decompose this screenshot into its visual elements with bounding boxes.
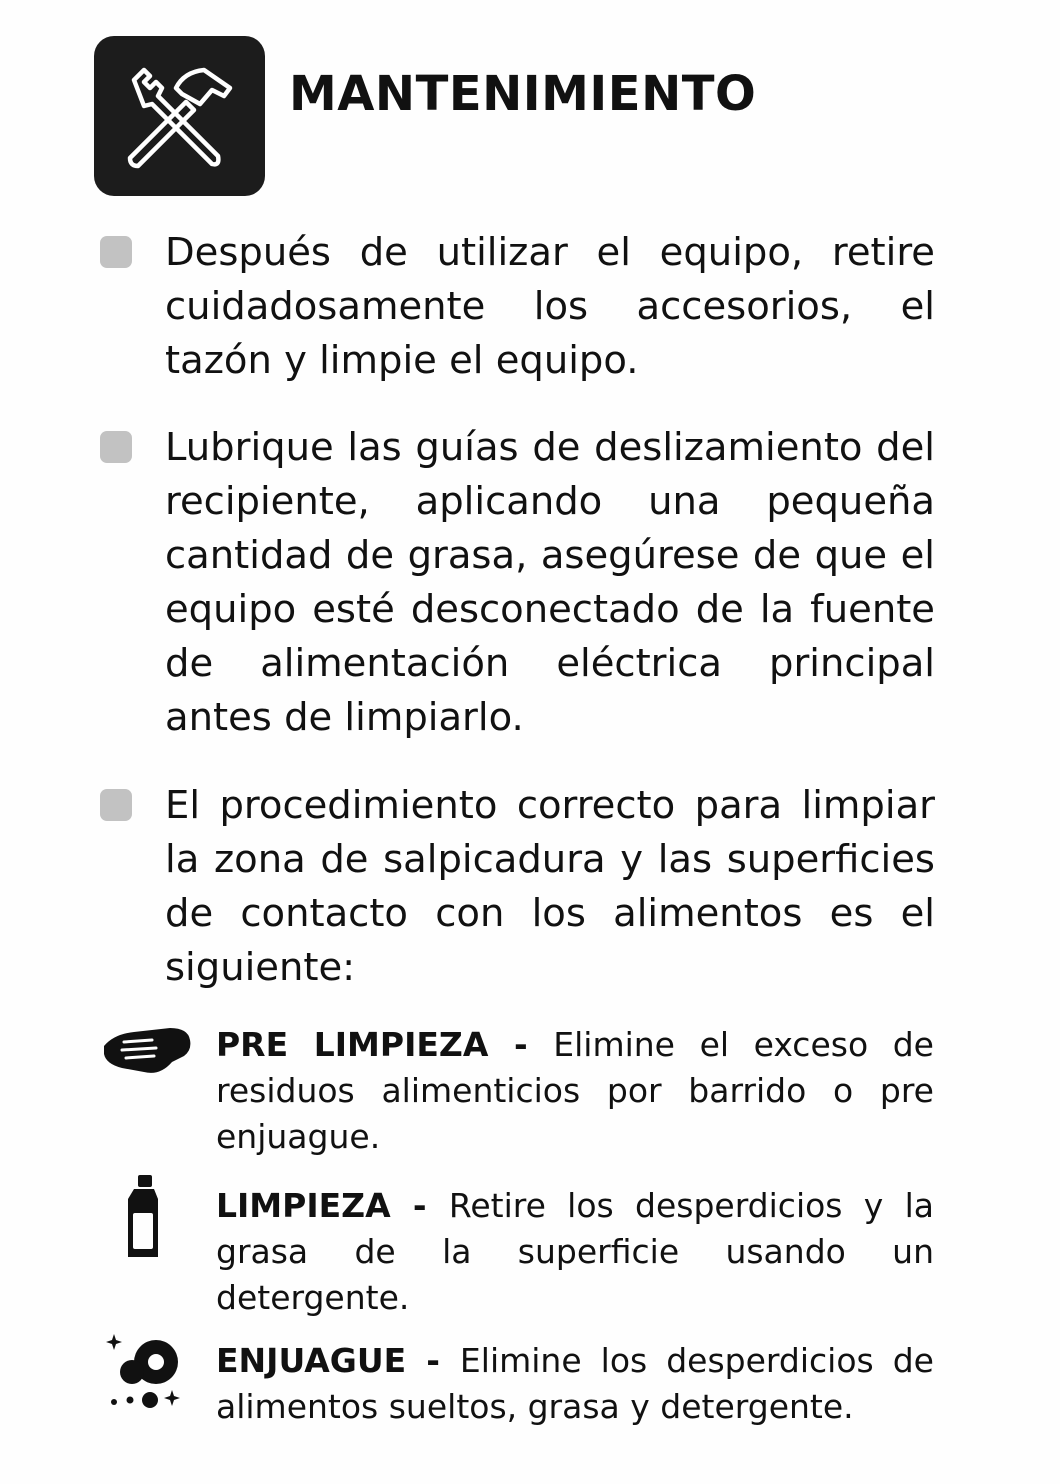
step-enjuague [216,1338,934,1430]
step-limpieza [216,1183,934,1321]
step-text: Elimine el exceso de residuos alimenticios por barrido o pre enjuague. [216,1025,934,1156]
step-separator: - [488,1025,554,1064]
bullet-marker [100,431,132,463]
step-title: PRE LIMPIEZA [216,1025,489,1064]
bubbles-sparkle-icon [104,1332,182,1412]
tools-hammer-wrench-icon [94,36,265,196]
bullet-marker [100,236,132,268]
step-separator: - [406,1341,460,1380]
instruction-paragraph: El procedimiento correcto para limpiar la zona de salpicadura y las superficies de contacto con los alimentos es el siguiente: [165,783,935,990]
step-title: ENJUAGUE [216,1341,407,1380]
page-title: MANTENIMIENTO [289,66,757,122]
instruction-paragraph: Después de utilizar el equipo, retire cuidadosamente los accesorios, el tazón y limpie el equipo. [165,230,935,383]
wiping-cloth-icon [100,1024,194,1080]
step-text: Retire los desperdicios y la grasa de la superficie usando un detergente. [216,1186,934,1317]
instruction-paragraph: Lubrique las guías de deslizamiento del recipiente, aplicando una pequeña cantidad de grasa, asegúrese de que el equipo esté desconectado de la fuente de alimentación eléctrica principal antes de limpiarlo. [165,425,935,740]
step-separator: - [390,1186,449,1225]
step-pre-limpieza [216,1022,934,1160]
bullet-marker [100,789,132,821]
detergent-bottle-icon [124,1173,164,1261]
step-text: Elimine los desperdicios de alimentos sueltos, grasa y detergente. [216,1341,934,1426]
step-title: LIMPIEZA [216,1186,391,1225]
